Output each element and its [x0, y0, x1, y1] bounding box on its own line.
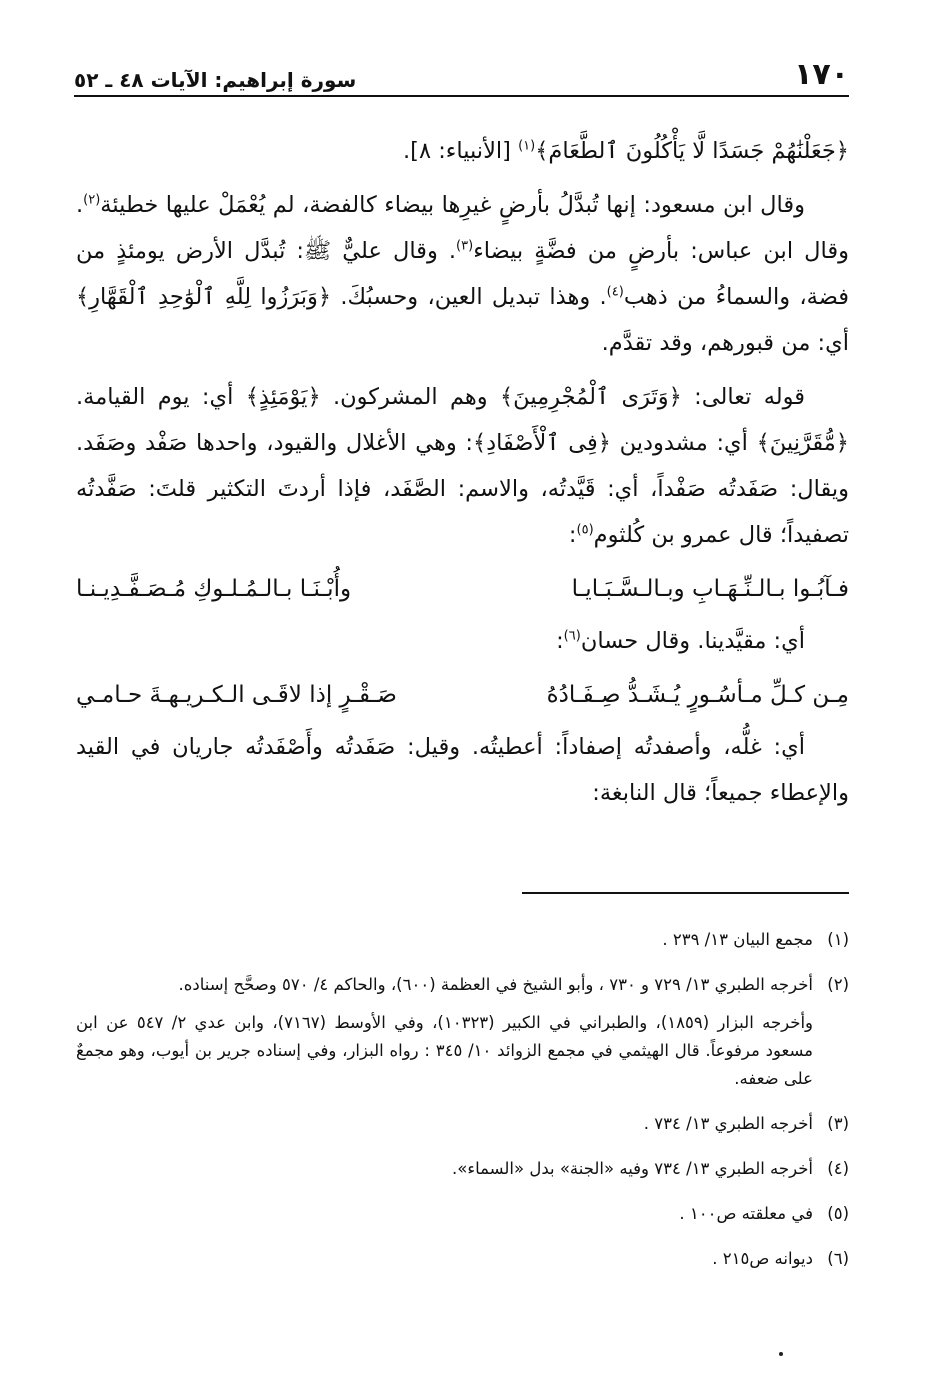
footnote	[76, 971, 849, 1093]
verse-second-hemistich: وأُبْـنَـا بـالـمُـلـوكِ مُـصَـفَّـدِيـنـا	[76, 576, 352, 602]
footnotes	[76, 926, 849, 1290]
footnote-text: وأخرجه البزار (١٨٥٩)، والطبراني في الكبير (١٠٣٢٣)، وفي الأوسط (٧١٦٧)، وابن عدي ٢/ ٥٤٧ عن ابن مسعود مرفوعاً. قال الهيثمي في مجمع الزوائد ١٠/ ٣٤٥ : رواه البزار، وفي إسناده جرير بن أيوب، وهو مجمعٌ على ضعفه.	[76, 1013, 814, 1088]
text-run: . وقال ابن عباس: بأرضٍ من فضَّةٍ بيضاء	[76, 192, 849, 264]
text-run: أي: مقيَّدينا. وقال حسان	[580, 628, 805, 654]
text-run: . وقال عليٌّ ﷺ: تُبدَّل الأرض يومئذٍ من فضة، والسماءُ من ذهب	[76, 238, 849, 310]
verse-first-hemistich: فـآبُـوا بـالـنِّـهَـابِ وبـالـسَّـبَـايـا	[571, 576, 849, 602]
footnote-text: ديوانه ص٢١٥ .	[712, 1249, 813, 1268]
footnote	[76, 1110, 849, 1138]
text-run: قوله تعالى: ﴿وَتَرَى ٱلْمُجْرِمِينَ﴾ وهم المشركون. ﴿يَوْمَئِذٍ﴾ أي: يوم القيامة. ﴿مُّقَرَّنِينَ﴾ أي: مشدودين ﴿فِى ٱلْأَصْفَادِ﴾: وهي الأغلال والقيود، واحدها صَفْد وصَفَد. ويقال: صَفَدتُه صَفْداً، أي: قَيَّدتُه، والاسم: الصَّفَد، فإذا أردتَ التكثير قلتَ: صَفَّدتُه تصفيداً؛ قال عمرو بن كُلثوم	[76, 384, 849, 548]
verse-second-hemistich: صَـقْـرٍ إذا لاقَـى الـكـريـهـةَ حـامـي	[76, 682, 397, 708]
header-rule	[74, 95, 849, 97]
footnote-text: أخرجه الطبري ١٣/ ٧٢٩ و ٧٣٠ ، وأبو الشيخ في العظمة (٦٠٠)، والحاكم ٤/ ٥٧٠ وصحَّح إسناده.	[178, 975, 813, 994]
text-run: :	[556, 628, 564, 654]
running-title: سورة إبراهيم: الآيات ٤٨ ـ ٥٢	[74, 68, 357, 92]
footnote	[76, 1155, 849, 1183]
paragraph-1	[76, 128, 849, 174]
footnote-ref: (٥)	[576, 522, 594, 538]
poetry-verse-2	[76, 672, 849, 718]
footnote-number: (٥)	[827, 1204, 849, 1223]
footnote	[76, 1245, 849, 1273]
paragraph-3	[76, 374, 849, 558]
footnote-ref: (١)	[518, 138, 536, 154]
footnote-number: (٣)	[827, 1114, 849, 1133]
footnote-number: (٢)	[827, 975, 849, 994]
footnote-separator	[522, 892, 849, 894]
quran-quote: ﴿جَعَلْنَٰهُمْ جَسَدًا لَّا يَأْكُلُونَ ٱلطَّعَامَ﴾	[535, 138, 849, 164]
page-number: ١٧٠	[794, 57, 849, 92]
verse-first-hemistich: مِـن كـلِّ مـأسُـورٍ يُـشَـدُّ صِـفَـادُهُ	[546, 682, 849, 708]
footnote-ref: (٢)	[83, 192, 101, 208]
scan-speck	[779, 1352, 783, 1356]
text-run: . وهذا تبديل العين، وحسبُكَ. ﴿وَبَرَزُوا لِلَّهِ ٱلْوَٰحِدِ ٱلْقَهَّارِ﴾ أي: من قبورهم، وقد تقدَّم.	[76, 284, 849, 356]
footnote-ref: (٣)	[456, 238, 474, 254]
poetry-verse-1	[76, 566, 849, 612]
footnote-text: في معلقته ص١٠٠ .	[679, 1204, 813, 1223]
paragraph-5: أي: غلُّه، وأصفدتُه إصفاداً: أعطيتُه. وقيل: صَفَدتُه وأَصْفَدتُه جاريان في القيد والإعطاء جميعاً؛ قال النابغة:	[76, 734, 849, 806]
text-run: وقال ابن مسعود: إنها تُبدَّلُ بأرضٍ غيرِها بيضاء كالفضة، لم يُعْمَلْ عليها خطيئة	[100, 192, 805, 218]
page-header	[74, 56, 849, 92]
footnote-ref: (٤)	[606, 284, 624, 300]
footnote-ref: (٦)	[563, 628, 581, 644]
paragraph-4	[76, 618, 849, 664]
footnote-text: أخرجه الطبري ١٣/ ٧٣٤ .	[643, 1114, 813, 1133]
paragraph-2	[76, 182, 849, 366]
footnote-number: (٤)	[827, 1159, 849, 1178]
footnote-text: مجمع البيان ١٣/ ٢٣٩ .	[662, 930, 813, 949]
verse-citation: [الأنبياء: ٨].	[403, 138, 519, 164]
footnote-number: (٦)	[827, 1249, 849, 1268]
footnote	[76, 926, 849, 954]
main-text	[76, 128, 849, 816]
footnote-text: أخرجه الطبري ١٣/ ٧٣٤ وفيه «الجنة» بدل «السماء».	[452, 1159, 813, 1178]
footnote	[76, 1200, 849, 1228]
text-run: :	[568, 522, 577, 548]
footnote-number: (١)	[827, 930, 849, 949]
